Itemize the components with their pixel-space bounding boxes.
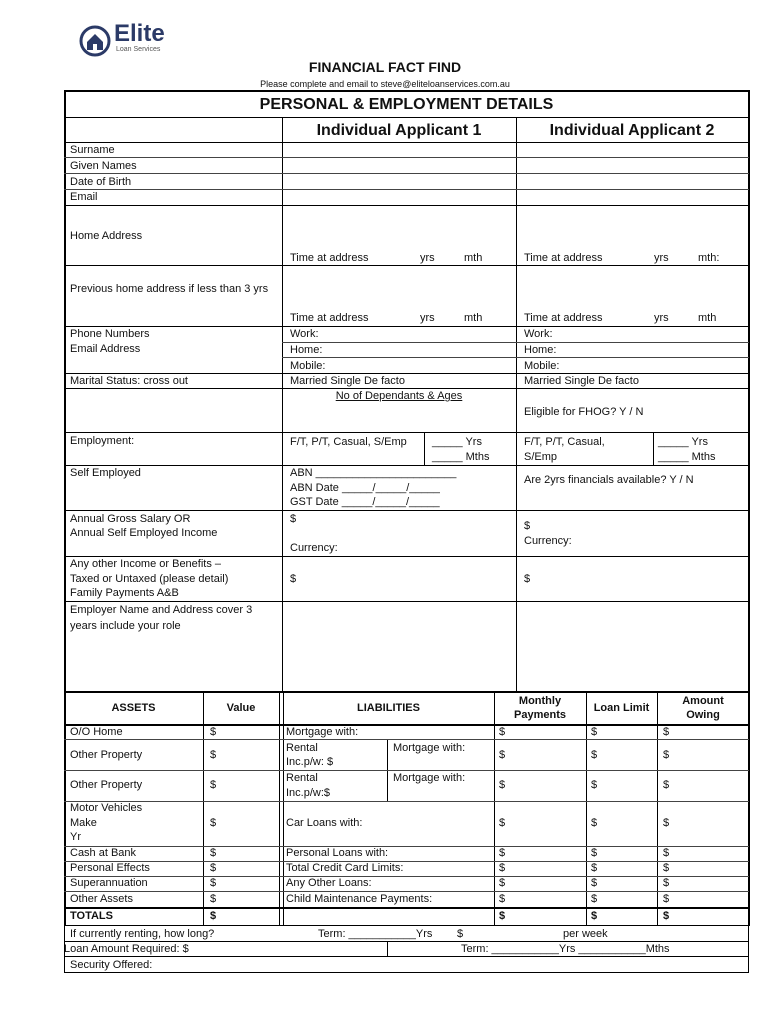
label-employer-2: years include your role [70, 620, 181, 632]
employer-field-1[interactable] [283, 602, 515, 690]
liab-incpw: Inc.p/w: $ [286, 756, 334, 768]
amount-owing-dollar[interactable]: $ [663, 862, 670, 874]
yrs-label: yrs [654, 252, 669, 264]
amount-owing-dollar[interactable]: $ [663, 726, 670, 738]
loan-amount-label[interactable]: Loan Amount Required: $ [64, 943, 189, 955]
liab-incpw: Inc.p/w:$ [286, 787, 331, 799]
security-label[interactable]: Security Offered: [70, 959, 153, 971]
liab-personal: Personal Loans with: [286, 847, 389, 859]
loan-term[interactable]: Term: ___________Yrs ___________Mths [461, 943, 670, 955]
logo-subtitle: Loan Services [116, 46, 161, 53]
employer-field-2[interactable] [517, 602, 747, 690]
surname-field-2[interactable] [517, 142, 747, 157]
asset-totals: TOTALS [70, 910, 113, 922]
loan-limit-dollar[interactable]: $ [591, 893, 598, 905]
label-surname: Surname [70, 144, 115, 156]
monthly-payment-dollar[interactable]: $ [499, 749, 506, 761]
dependants-label: No of Dependants & Ages [335, 390, 463, 402]
loan-limit-dollar[interactable]: $ [591, 847, 598, 859]
renting-dollar[interactable]: $ [457, 928, 464, 940]
yrs-label: yrs [420, 252, 435, 264]
value-dollar[interactable]: $ [210, 847, 217, 859]
monthly-payment-dollar[interactable]: $ [499, 779, 506, 791]
amount-owing-dollar[interactable]: $ [663, 877, 670, 889]
given-names-field-2[interactable] [517, 158, 747, 173]
liab-child: Child Maintenance Payments: [286, 893, 433, 905]
liab-other: Any Other Loans: [286, 877, 372, 889]
monthly-payment-dollar[interactable]: $ [499, 893, 506, 905]
label-other-income-3: Family Payments A&B [70, 587, 179, 599]
section-title: PERSONAL & EMPLOYMENT DETAILS [259, 96, 554, 113]
home-address-field-2[interactable] [517, 206, 747, 246]
liab-credit: Total Credit Card Limits: [286, 862, 404, 874]
surname-field-1[interactable] [283, 142, 515, 157]
value-dollar[interactable]: $ [210, 817, 217, 829]
yrs-label: yrs [654, 312, 669, 324]
abn-field[interactable]: ABN _______________________ [290, 467, 457, 479]
asset-super: Superannuation [70, 877, 148, 889]
salary-currency[interactable]: Currency: [290, 542, 338, 554]
label-home-address: Home Address [70, 230, 143, 242]
time-at-label: Time at address [524, 252, 603, 264]
logo-brand: Elite [114, 20, 165, 47]
per-week-label: per week [563, 928, 608, 940]
time-at-label: Time at address [290, 252, 369, 264]
value-dollar[interactable]: $ [210, 749, 217, 761]
col-loan-limit: Loan Limit [593, 702, 650, 714]
mth-label: mth: [698, 252, 720, 264]
employment-mths[interactable]: _____ Mths [432, 451, 490, 463]
phone-home[interactable]: Home: [524, 344, 557, 356]
value-dollar[interactable]: $ [210, 893, 217, 905]
financials-label[interactable]: Are 2yrs financials available? Y / N [524, 474, 694, 486]
renting-label: If currently renting, how long? [70, 928, 215, 940]
home-address-field-1[interactable] [283, 206, 515, 246]
value-dollar[interactable]: $ [210, 862, 217, 874]
loan-limit-dollar[interactable]: $ [591, 817, 598, 829]
label-email: Email [70, 191, 98, 203]
monthly-payment-dollar[interactable]: $ [499, 910, 506, 922]
mth-label: mth [698, 312, 717, 324]
value-dollar[interactable]: $ [210, 779, 217, 791]
liab-rental: Rental [286, 742, 318, 754]
label-employment: Employment: [70, 435, 135, 447]
gst-date-field[interactable]: GST Date _____/_____/_____ [290, 496, 440, 508]
fhog-label[interactable]: Eligible for FHOG? Y / N [524, 406, 644, 418]
amount-owing-dollar[interactable]: $ [663, 910, 670, 922]
monthly-payment-dollar[interactable]: $ [499, 847, 506, 859]
salary-dollar[interactable]: $ [290, 513, 297, 525]
monthly-payment-dollar[interactable]: $ [499, 862, 506, 874]
value-dollar[interactable]: $ [210, 877, 217, 889]
mth-label: mth [464, 312, 483, 324]
label-other-income: Any other Income or Benefits – [70, 558, 222, 570]
label-dob: Date of Birth [70, 176, 132, 188]
page-subtitle: Please complete and email to steve@eliteloanservices.com.au [260, 79, 510, 89]
renting-term[interactable]: Term: ___________Yrs [318, 928, 433, 940]
yrs-label: yrs [420, 312, 435, 324]
email-field-2[interactable] [517, 190, 747, 205]
col-monthly: Monthly Payments [514, 695, 566, 721]
time-at-label: Time at address [524, 312, 603, 324]
abn-date-field[interactable]: ABN Date _____/_____/_____ [290, 482, 440, 494]
liab-mortgage: Mortgage with: [286, 726, 359, 738]
marital-options[interactable]: Married Single De facto [290, 375, 405, 387]
amount-owing-dollar[interactable]: $ [663, 779, 670, 791]
monthly-payment-dollar[interactable]: $ [499, 817, 506, 829]
label-phone-numbers: Phone Numbers [70, 328, 150, 340]
liab-mortgage: Mortgage with: [393, 772, 466, 784]
label-other-income-2: Taxed or Untaxed (please detail) [70, 573, 229, 585]
label-salary-2: Annual Self Employed Income [70, 527, 218, 539]
label-prev-address: Previous home address if less than 3 yrs [70, 283, 269, 295]
phone-work[interactable]: Work: [524, 328, 553, 340]
employment-type-2[interactable]: S/Emp [524, 451, 558, 463]
applicant1-heading: Individual Applicant 1 [316, 122, 482, 139]
col-amount-owing: Amount Owing [682, 695, 724, 721]
employment-type[interactable]: F/T, P/T, Casual, [524, 436, 605, 448]
col-assets: ASSETS [111, 702, 156, 714]
house-logo-icon [78, 24, 112, 58]
amount-owing-dollar[interactable]: $ [663, 847, 670, 859]
monthly-payment-dollar[interactable]: $ [499, 877, 506, 889]
liab-mortgage: Mortgage with: [393, 742, 466, 754]
asset-other-property: Other Property [70, 749, 143, 761]
amount-owing-dollar[interactable]: $ [663, 893, 670, 905]
dob-field-1[interactable] [283, 174, 515, 189]
label-salary: Annual Gross Salary OR [70, 513, 191, 525]
loan-limit-dollar[interactable]: $ [591, 910, 598, 922]
email-field-1[interactable] [283, 190, 515, 205]
label-self-employed: Self Employed [70, 467, 141, 479]
amount-owing-dollar[interactable]: $ [663, 749, 670, 761]
asset-other-property: Other Property [70, 779, 143, 791]
asset-oo-home: O/O Home [70, 726, 123, 738]
salary-dollar[interactable]: $ [524, 520, 531, 532]
other-income-dollar[interactable]: $ [290, 573, 297, 585]
employment-type[interactable]: F/T, P/T, Casual, S/Emp [290, 436, 407, 448]
asset-motor: Motor Vehicles [70, 802, 143, 814]
given-names-field-1[interactable] [283, 158, 515, 173]
liab-car: Car Loans with: [286, 817, 363, 829]
phone-home[interactable]: Home: [290, 344, 323, 356]
asset-other: Other Assets [70, 893, 133, 905]
amount-owing-dollar[interactable]: $ [663, 817, 670, 829]
asset-motor-yr: Yr [70, 831, 81, 843]
employment-yrs[interactable]: _____ Yrs [658, 436, 708, 448]
monthly-payment-dollar[interactable]: $ [499, 726, 506, 738]
label-employer: Employer Name and Address cover 3 [70, 604, 253, 616]
col-liabilities: LIABILITIES [357, 702, 420, 714]
employment-yrs[interactable]: _____ Yrs [432, 436, 482, 448]
value-dollar-total[interactable]: $ [210, 910, 217, 922]
label-marital: Marital Status: cross out [70, 375, 188, 387]
loan-limit-dollar[interactable]: $ [591, 726, 598, 738]
mth-label: mth [464, 252, 483, 264]
other-income-dollar[interactable]: $ [524, 573, 531, 585]
loan-limit-dollar[interactable]: $ [591, 779, 598, 791]
label-email-address: Email Address [70, 343, 141, 355]
asset-motor-make: Make [70, 817, 97, 829]
asset-effects: Personal Effects [70, 862, 150, 874]
time-at-label: Time at address [290, 312, 369, 324]
applicant2-heading: Individual Applicant 2 [549, 122, 715, 139]
phone-mobile[interactable]: Mobile: [524, 360, 560, 372]
logo [78, 22, 188, 60]
value-dollar[interactable]: $ [210, 726, 217, 738]
label-given-names: Given Names [70, 160, 137, 172]
salary-currency[interactable]: Currency: [524, 535, 572, 547]
phone-work[interactable]: Work: [290, 328, 319, 340]
loan-limit-dollar[interactable]: $ [591, 877, 598, 889]
phone-mobile[interactable]: Mobile: [290, 360, 326, 372]
employment-mths[interactable]: _____ Mths [658, 451, 716, 463]
loan-limit-dollar[interactable]: $ [591, 749, 598, 761]
page-title: FINANCIAL FACT FIND [308, 59, 462, 75]
col-value: Value [226, 702, 256, 714]
dob-field-2[interactable] [517, 174, 747, 189]
liab-rental: Rental [286, 772, 318, 784]
loan-limit-dollar[interactable]: $ [591, 862, 598, 874]
asset-cash: Cash at Bank [70, 847, 137, 859]
marital-options[interactable]: Married Single De facto [524, 375, 639, 387]
